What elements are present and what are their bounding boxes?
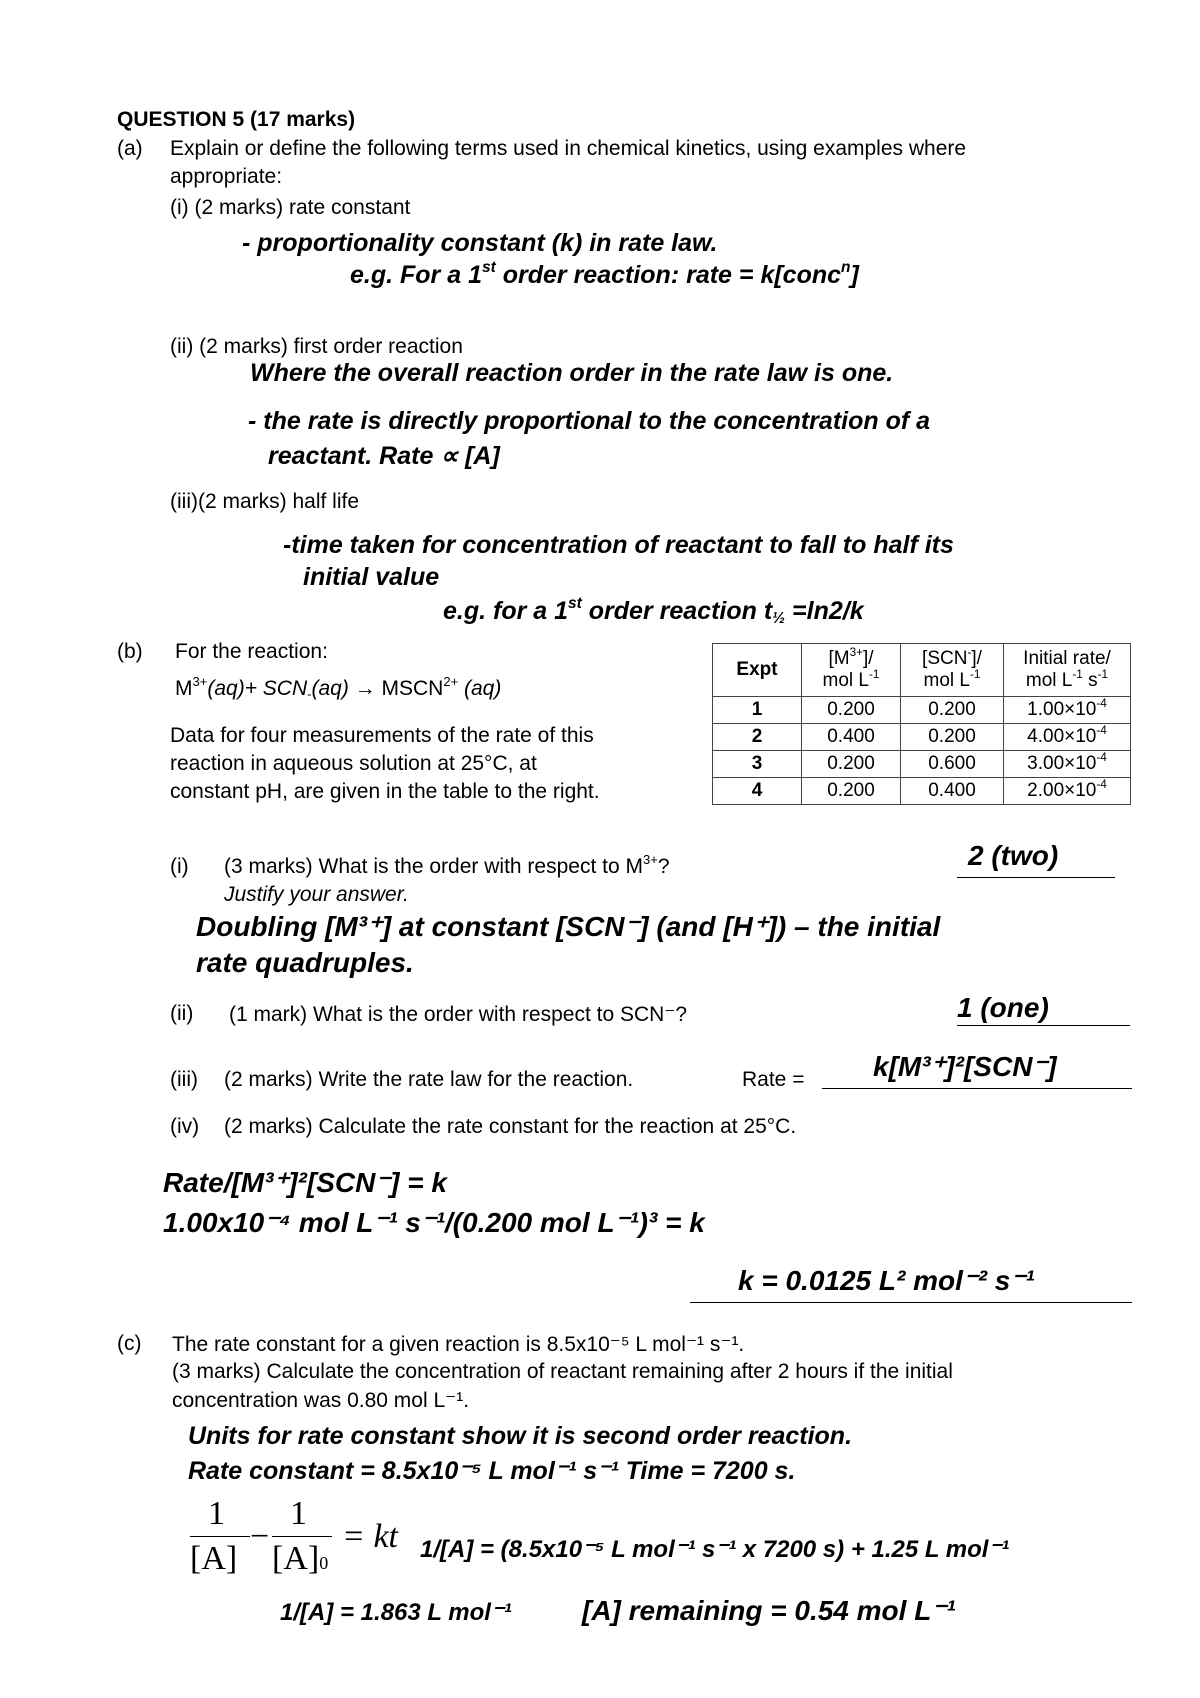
table-row [713, 697, 1131, 724]
part-a-iii-question: (iii)(2 marks) half life [170, 490, 360, 513]
table-header-row [713, 644, 1131, 697]
table-cell: 0.200 [802, 697, 901, 724]
part-b-iv-working-2: 1.00x10⁻⁴ mol L⁻¹ s⁻¹/(0.200 mol L⁻¹)³ = k [163, 1207, 705, 1238]
rate-data-table [712, 643, 1131, 805]
table-cell: 3 [713, 751, 802, 778]
part-b-i-justify: Justify your answer. [224, 883, 409, 906]
part-b-iv-working-1: Rate/[M³⁺]²[SCN⁻] = k [163, 1167, 447, 1198]
part-b-ii-label: (ii) [170, 1002, 194, 1025]
table-cell: $4.00\times 10^{-4}$ [1004, 724, 1131, 751]
part-b-i-justification-1: Doubling [M³⁺] at constant [SCN⁻] (and [H⁺]) – the initial [196, 911, 941, 942]
table-cell: $3.00\times 10^{-4}$ [1004, 751, 1131, 778]
formula-denominator-2: [A]0 [272, 1540, 329, 1577]
part-a-ii-question: (ii) (2 marks) first order reaction [170, 335, 463, 358]
table-cell: 0.400 [901, 778, 1004, 805]
part-a-intro-cont: appropriate: [170, 165, 283, 188]
part-c-calc-2: 1/[A] = 1.863 L mol⁻¹ [280, 1599, 512, 1626]
part-b-label: (b) [117, 640, 143, 663]
part-a-i-answer-1: - proportionality constant (k) in rate law. [242, 229, 718, 257]
table-cell: 1 [713, 697, 802, 724]
part-c-question-1: The rate constant for a given reaction is 8.5x10⁻⁵ L mol⁻¹ s⁻¹. [172, 1333, 745, 1356]
part-c-calc-1: 1/[A] = (8.5x10⁻⁵ L mol⁻¹ s⁻¹ x 7200 s) + 1.25 L mol⁻¹ [420, 1536, 1010, 1563]
part-b-i-justification-2: rate quadruples. [196, 947, 414, 978]
part-c-question-2: (3 marks) Calculate the concentration of reactant remaining after 2 hours if the initial [172, 1360, 953, 1383]
part-c-final-answer: [A] remaining = 0.54 mol L⁻¹ [582, 1595, 956, 1626]
part-b-ii-question: (1 mark) What is the order with respect to SCN⁻? [229, 1003, 688, 1026]
part-b-iii-answer: k[M³⁺]²[SCN⁻] [873, 1051, 1057, 1082]
part-b-iv-result: k = 0.0125 L² mol⁻² s⁻¹ [738, 1265, 1035, 1296]
part-b-description-3: constant pH, are given in the table to the right. [170, 780, 600, 803]
table-cell: $1.00\times 10^{-4}$ [1004, 697, 1131, 724]
part-a-ii-answer-1: Where the overall reaction order in the rate law is one. [250, 359, 894, 387]
page-title: QUESTION 5 (17 marks) [117, 108, 356, 131]
formula-rhs: = kt [342, 1518, 398, 1555]
part-b-i-question: (3 marks) What is the order with respect to $M^{3+}$? [224, 851, 670, 878]
table-cell: $2.00\times 10^{-4}$ [1004, 778, 1131, 805]
part-c-question-3: concentration was 0.80 mol L⁻¹. [172, 1389, 470, 1412]
part-b-iii-label: (iii) [170, 1068, 198, 1091]
part-b-i-answer: 2 (two) [968, 840, 1059, 871]
part-b-iv-label: (iv) [170, 1115, 200, 1138]
part-b-i-label: (i) [170, 855, 189, 878]
part-a-iii-answer-3: e.g. for a 1st order reaction $t_{\frac{1}{2}} =\ln 2/k$ [443, 595, 864, 627]
header-m-conc: $[M^{3+}]/$ mol $L^{-1}$ [802, 644, 901, 697]
header-initial-rate: Initial rate/ mol $L^{-1}$ $s^{-1}$ [1004, 644, 1131, 697]
answer-line [957, 1025, 1130, 1026]
part-c-answer-2: Rate constant = 8.5x10⁻⁵ L mol⁻¹ s⁻¹ Time = 7200 s. [188, 1457, 796, 1485]
table-cell: 0.200 [802, 778, 901, 805]
rate-equals-label: Rate = [742, 1068, 805, 1091]
part-b-ii-answer: 1 (one) [957, 992, 1049, 1023]
answer-line [957, 877, 1115, 878]
table-row [713, 724, 1131, 751]
header-scn-conc: [SCN-]/ mol $L^{-1}$ [901, 644, 1004, 697]
formula-denominator-1: [A] [190, 1540, 238, 1577]
table-cell: 0.200 [802, 751, 901, 778]
part-c-answer-1: Units for rate constant show it is second order reaction. [188, 1422, 853, 1450]
part-b-iii-question: (2 marks) Write the rate law for the reaction. [224, 1068, 634, 1091]
part-b-description-1: Data for four measurements of the rate of this [170, 724, 594, 747]
table-cell: 0.200 [901, 697, 1004, 724]
formula-numerator-2: 1 [290, 1495, 307, 1532]
table-row [713, 751, 1131, 778]
part-a-ii-answer-2: - the rate is directly proportional to the concentration of a [248, 407, 931, 435]
table-cell: 4 [713, 778, 802, 805]
answer-line [690, 1302, 1132, 1303]
table-cell: 0.200 [901, 724, 1004, 751]
formula-numerator-1: 1 [208, 1495, 225, 1532]
part-a-i-answer-2: e.g. For a 1st order reaction: rate = k[conc$^n$] [350, 259, 859, 289]
fraction-bar [190, 1536, 250, 1537]
table-row [713, 778, 1131, 805]
minus-sign: − [250, 1518, 270, 1555]
part-a-label: (a) [117, 137, 143, 160]
part-a-iii-answer-2: initial value [303, 563, 440, 591]
part-a-iii-answer-1: -time taken for concentration of reactant to fall to half its [283, 531, 954, 559]
reaction-equation: $M^{3+}(aq)+ SCN_-(aq)$ → $MSCN^{2+}$ (aq) [175, 673, 502, 702]
answer-line [822, 1088, 1132, 1089]
part-b-intro: For the reaction: [175, 640, 328, 663]
fraction-bar [272, 1536, 332, 1537]
header-expt: Expt [713, 644, 802, 697]
part-b-iv-question: (2 marks) Calculate the rate constant for the reaction at 25°C. [224, 1115, 797, 1138]
part-a-intro: Explain or define the following terms used in chemical kinetics, using examples where [170, 137, 967, 160]
part-b-description-2: reaction in aqueous solution at 25°C, at [170, 752, 537, 775]
table-cell: 0.400 [802, 724, 901, 751]
part-a-i-question: (i) (2 marks) rate constant [170, 196, 411, 219]
table-cell: 2 [713, 724, 802, 751]
table-cell: 0.600 [901, 751, 1004, 778]
part-c-label: (c) [117, 1332, 142, 1355]
part-a-ii-answer-3: reactant. Rate ∝ [A] [268, 442, 500, 470]
